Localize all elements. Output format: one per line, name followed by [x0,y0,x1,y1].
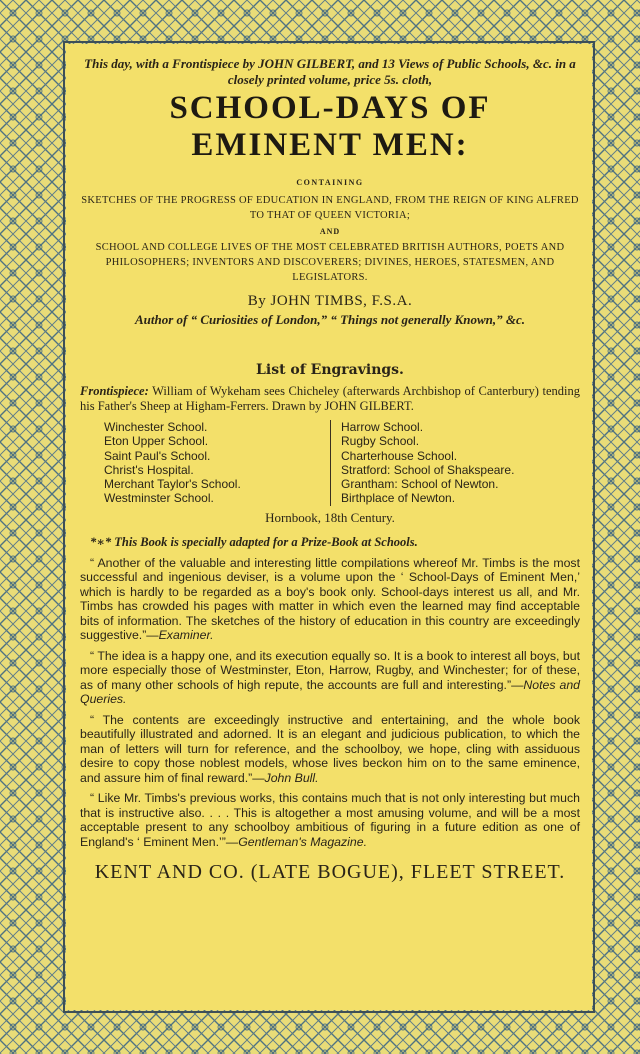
review-source: John Bull. [264,770,319,785]
list-item: Charterhouse School. [341,448,458,463]
advertisement-line: This day, with a Frontispiece by JOHN GILBERT, and 13 Views of Public Schools, &c. in a closely printed volume, price 5s. cloth, [84,56,576,87]
frontispiece-label: Frontispiece: [80,384,149,398]
prize-book-note: *∗* This Book is specially adapted for a Prize-Book at Schools. [90,534,418,549]
engravings-list [104,420,580,506]
review-source: Notes and Queries. [80,677,580,707]
list-item: Grantham: School of Newton. [341,477,499,492]
sketches-subtitle: SKETCHES OF THE PROGRESS OF EDUCATION IN ENGLAND, FROM THE REIGN OF KING ALFRED TO THAT OF QUEEN VICTORIA; [81,195,579,221]
hornbook-line: Hornbook, 18th Century. [265,509,395,525]
review-text: “ Another of the valuable and interesting little compilations whereof Mr. Timbs is the most successful and ingenious deviser, is a volume upon the ‘ School-Days of Eminent Men,’ which is hardly to be regarded as a boy's book only. School-days interest us all, and Mr. Timbs has crowded his pages with matter in which even the learned may find acceptable bits of information. The sketches of the history of education in this country are exceedingly suggestive.”— [80,555,580,643]
list-item: Saint Paul's School. [104,448,211,463]
publisher-imprint: KENT AND CO. (LATE BOGUE), FLEET STREET. [94,861,566,884]
list-item: Winchester School. [104,420,208,434]
engravings-right-column [330,420,567,506]
list-of-engravings-heading: List of Engravings. [256,362,404,378]
engravings-left-column [104,420,330,506]
frontispiece-description [80,384,580,414]
list-item: Birthplace of Newton. [341,491,456,506]
review-text: “ Like Mr. Timbs's previous works, this contains much that is not only interesting but much that is instructive also. . . . This is altogether a most amusing volume, and will be a most acceptable present to any schoolboy ambitious of figuring in a future edition as one of England's ‘ Eminent Men.’”— [80,791,580,849]
author-works: Author of “ Curiosities of London,” “ Things not generally Known,” &c. [134,312,526,327]
list-item: Rugby School. [341,434,420,449]
list-item: Westminster School. [104,491,214,506]
review-quote [80,791,580,849]
author-line: By JOHN TIMBS, F.S.A. [247,293,413,309]
review-quote [80,713,580,786]
review-source: Gentleman's Magazine. [238,834,367,849]
list-item: Merchant Taylor's School. [104,477,241,492]
frontispiece-text: William of Wykeham sees Chicheley (afterwards Archbishop of Canterbury) tending his Father's Sheep at Higham-Ferrers. Drawn by JOHN GILBERT. [80,384,580,413]
title-page-content [80,56,580,884]
review-text: “ The idea is a happy one, and its execution equally so. It is a book to interest all boys, but more especially those of Westminster, Eton, Harrow, Rugby, and Winchester; for of these, as of many other schools of high repute, the accounts are full and interesting.”— [80,648,580,692]
list-item: Stratford: School of Shakspeare. [341,462,515,477]
review-text: “ The contents are exceedingly instructive and entertaining, and the whole book beautifully illustrated and adorned. It is an elegant and judicious publication, to which the man of letters will turn for reference, and the schoolboy, we hope, cling with assiduous desire to copy those noblest models, whose lives beckon him on to the same eminence, and assure him of final reward.”— [80,712,580,785]
containing-label: CONTAINING [296,178,364,187]
book-title: SCHOOL-DAYS OF EMINENT MEN: [169,90,491,163]
review-quote [80,649,580,707]
review-source: Examiner. [158,628,214,643]
list-item: Christ's Hospital. [104,462,194,477]
list-item: Harrow School. [341,420,424,434]
lives-subtitle: SCHOOL AND COLLEGE LIVES OF THE MOST CELEBRATED BRITISH AUTHORS, POETS AND PHILOSOPHERS; INVENTORS AND DISCOVERERS; DIVINES, HEROES, STATESMEN, AND LEGISLATORS. [95,242,565,283]
list-item: Eton Upper School. [104,434,209,449]
and-label: AND [319,227,341,236]
review-quote [80,556,580,643]
